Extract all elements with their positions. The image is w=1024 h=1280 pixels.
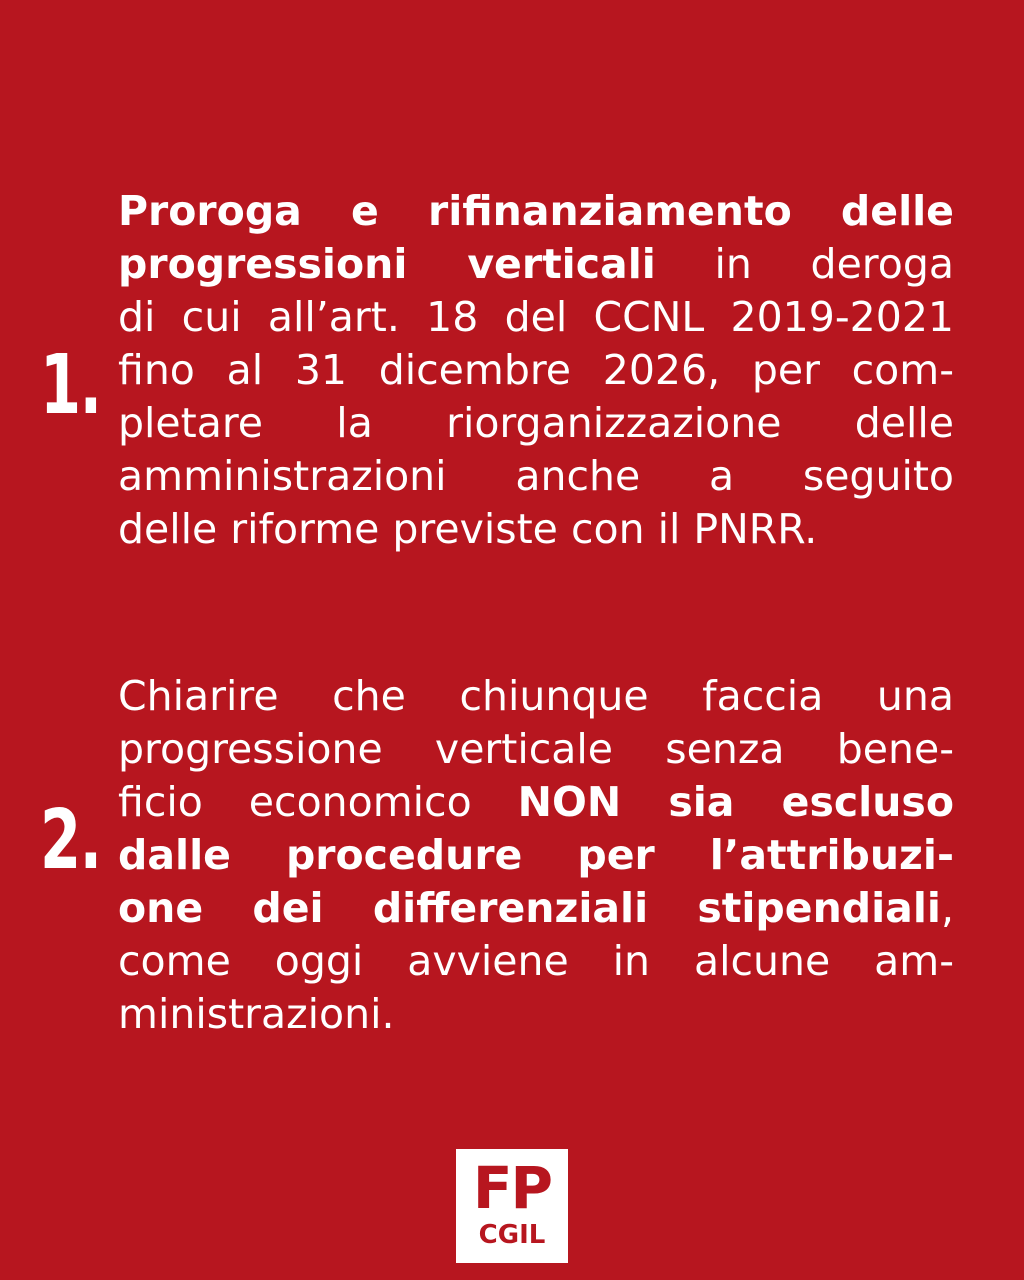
text-line: progressioni verticali in deroga: [118, 240, 954, 288]
logo-cgil-text: CGIL: [478, 1220, 546, 1250]
text-line: fino al 31 dicembre 2026, per com-: [118, 346, 954, 394]
text-line: ficio economico NON sia escluso: [118, 778, 954, 826]
text-line: dalle procedure per l’attribuzi-: [118, 831, 954, 879]
text-line: Chiarire che chiunque faccia una: [118, 672, 954, 720]
logo-fp-text: FP: [472, 1154, 552, 1222]
text-line: come oggi avviene in alcune am-: [118, 937, 954, 985]
text-line: one dei differenziali stipendiali,: [118, 884, 954, 932]
point-number: 2.: [40, 793, 101, 888]
text-line: delle riforme previste con il PNRR.: [118, 505, 818, 553]
point-number: 1.: [40, 338, 101, 433]
text-line: di cui all’art. 18 del CCNL 2019-2021: [118, 293, 954, 341]
text-line: progressione verticale senza bene-: [118, 725, 954, 773]
text-line: amministrazioni anche a seguito: [118, 452, 954, 500]
fp-cgil-logo: [456, 1149, 568, 1263]
point-text: [118, 185, 954, 556]
text-line: ministrazioni.: [118, 990, 395, 1038]
text-line: pletare la riorganizzazione delle: [118, 399, 954, 447]
point-text: [118, 670, 954, 1041]
text-line: Proroga e rifinanziamento delle: [118, 187, 954, 235]
